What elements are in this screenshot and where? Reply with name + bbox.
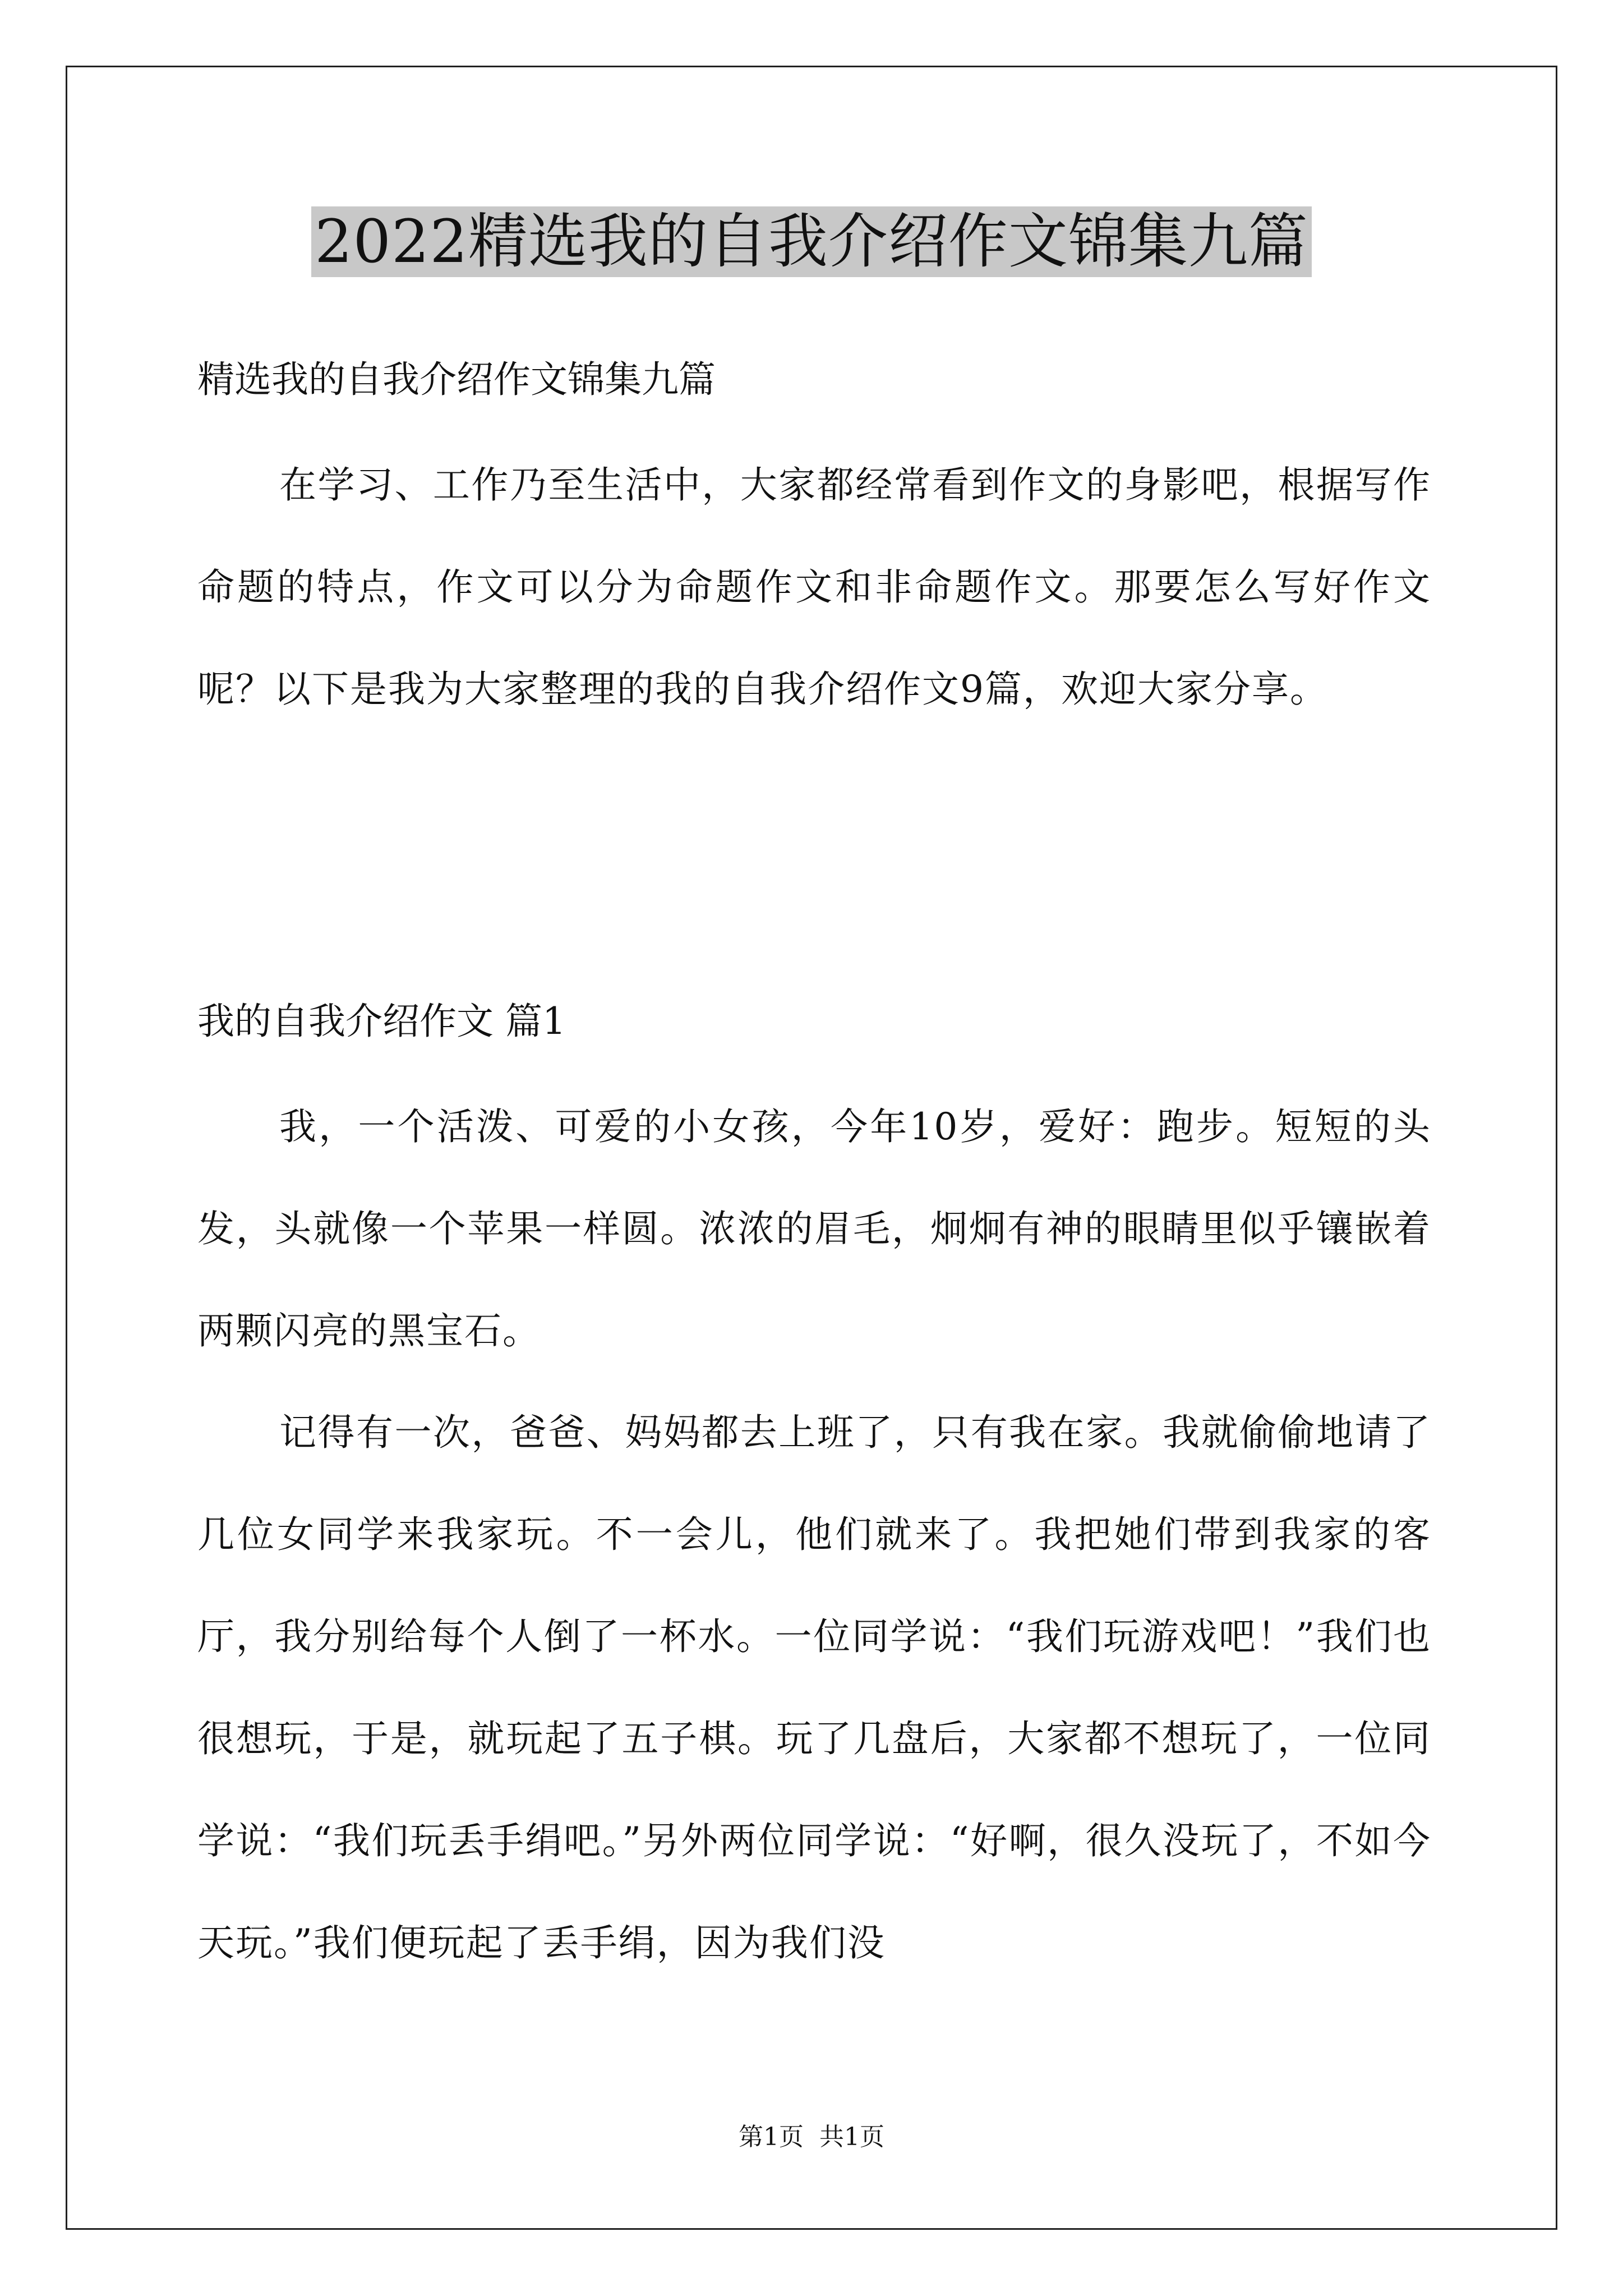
title-container — [0, 206, 1623, 277]
body-paragraph-2: 记得有一次，爸爸、妈妈都去上班了，只有我在家。我就偷偷地请了几位女同学来我家玩。不一会儿，他们就来了。我把她们带到我家的客厅，我分别给每个人倒了一杯水。一位同学说：“我们玩游戏吧！”我们也很想玩，于是，就玩起了五子棋。玩了几盘后，大家都不想玩了，一位同学说：“我们玩丢手绢吧。”另外两位同学说：“好啊，很久没玩了，不如今天玩。”我们便玩起了丢手绢，因为我们没 — [197, 1411, 1431, 1964]
page-footer — [0, 2120, 1623, 2154]
document-title: 2022精选我的自我介绍作文锦集九篇 — [311, 206, 1312, 277]
section-heading: 我的自我介绍作文 篇1 — [197, 1000, 566, 1043]
document-subtitle: 精选我的自我介绍作文锦集九篇 — [197, 358, 716, 401]
page-total: 共1页 — [819, 2123, 884, 2151]
body-paragraph-1: 我，一个活泼、可爱的小女孩，今年10岁，爱好：跑步。短短的头发，头就像一个苹果一样圆。浓浓的眉毛，炯炯有神的眼睛里似乎镶嵌着两颗闪亮的黑宝石。 — [197, 1105, 1431, 1352]
intro-paragraph: 在学习、工作乃至生活中，大家都经常看到作文的身影吧，根据写作命题的特点，作文可以分为命题作文和非命题作文。那要怎么写好作文呢？以下是我为大家整理的我的自我介绍作文9篇，欢迎大家分享。 — [197, 463, 1431, 711]
page-number: 第1页 — [739, 2123, 804, 2151]
